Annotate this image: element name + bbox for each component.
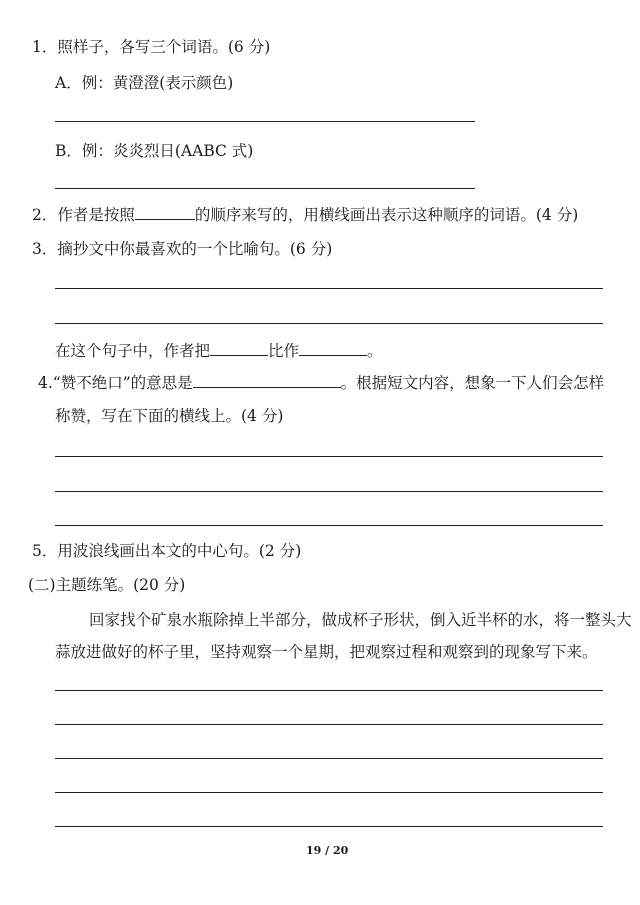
q3-blank-1[interactable] bbox=[210, 340, 268, 356]
q3-sentence bbox=[55, 340, 383, 362]
writing-line-2[interactable] bbox=[55, 724, 603, 725]
q1-example-b: B．例：炎炎烈日(AABC 式) bbox=[55, 142, 254, 160]
writing-line-3[interactable] bbox=[55, 758, 603, 759]
q4-prefix: 4.“赞不绝口”的意思是 bbox=[38, 374, 193, 392]
q4-answer-line-1[interactable] bbox=[55, 456, 603, 457]
q2-suffix: 的顺序来写的，用横线画出表示这种顺序的词语。(4 分) bbox=[194, 206, 579, 224]
writing-line-1[interactable] bbox=[55, 690, 603, 691]
q3-answer-line-2[interactable] bbox=[55, 323, 603, 324]
q1-answer-line-a[interactable] bbox=[55, 121, 475, 122]
q4-prompt bbox=[38, 372, 604, 394]
q2-prefix: 2．作者是按照 bbox=[32, 206, 135, 224]
q4-suffix: 。根据短文内容，想象一下人们会怎样 bbox=[340, 374, 605, 392]
q3-sentence-mid: 比作 bbox=[268, 342, 300, 360]
q3-sentence-end: 。 bbox=[367, 342, 383, 360]
q3-answer-line-1[interactable] bbox=[55, 288, 603, 289]
part2-title: (二)主题练笔。(20 分) bbox=[28, 576, 186, 594]
q1-example-a: A．例：黄澄澄(表示颜色) bbox=[55, 74, 234, 92]
q3-blank-2[interactable] bbox=[299, 340, 367, 356]
q3-sentence-prefix: 在这个句子中，作者把 bbox=[55, 342, 211, 360]
q5-prompt: 5．用波浪线画出本文的中心句。(2 分) bbox=[32, 542, 302, 560]
q2-prompt bbox=[32, 204, 578, 226]
part2-paragraph-line-1: 回家找个矿泉水瓶除掉上半部分，做成杯子形状，倒入近半杯的水，将一整头大 bbox=[89, 611, 632, 629]
q1-prompt: 1．照样子，各写三个词语。(6 分) bbox=[32, 38, 271, 56]
q4-blank[interactable] bbox=[193, 372, 341, 388]
q3-prompt: 3．摘抄文中你最喜欢的一个比喻句。(6 分) bbox=[32, 240, 333, 258]
page-number: 19 / 20 bbox=[306, 844, 349, 857]
q4-answer-line-3[interactable] bbox=[55, 525, 603, 526]
q4-prompt-line-2: 称赞，写在下面的横线上。(4 分) bbox=[55, 407, 284, 425]
q1-answer-line-b[interactable] bbox=[55, 188, 475, 189]
writing-line-5[interactable] bbox=[55, 826, 603, 827]
q2-blank[interactable] bbox=[135, 204, 195, 220]
q4-answer-line-2[interactable] bbox=[55, 491, 603, 492]
part2-paragraph-line-2: 蒜放进做好的杯子里，坚持观察一个星期，把观察过程和观察到的现象写下来。 bbox=[55, 643, 598, 661]
writing-line-4[interactable] bbox=[55, 792, 603, 793]
